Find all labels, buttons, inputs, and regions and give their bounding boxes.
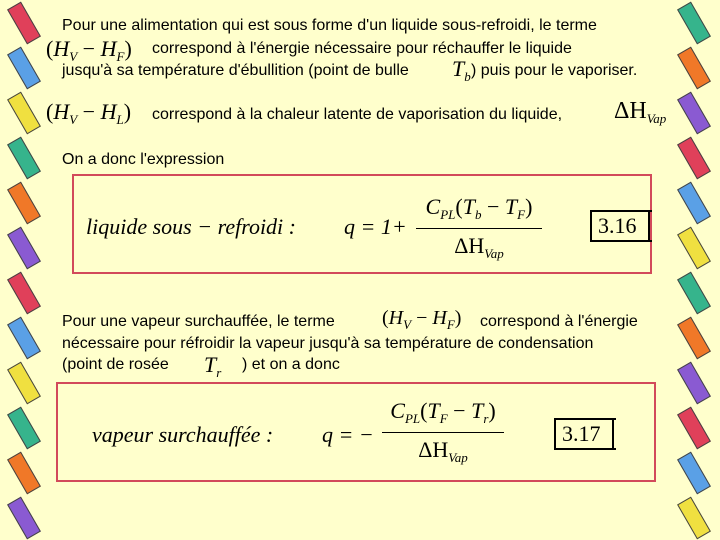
eq316-lhs: liquide sous − refroidi : xyxy=(86,214,296,239)
para4-line2: nécessaire pour réfroidir la vapeur jusqu'à sa température de condensation xyxy=(62,335,594,352)
eq316-fraction-bar xyxy=(416,228,542,229)
para4-line3b: ) et on a donc xyxy=(242,356,340,373)
eq316-fraction xyxy=(414,194,544,261)
eq317-number: 3.17 xyxy=(562,421,601,446)
eq317-fraction xyxy=(378,398,508,465)
eq316-number: 3.16 xyxy=(598,213,637,238)
tr-symbol: $T_r$ xyxy=(204,352,222,380)
para3-text: On a donc l'expression xyxy=(62,151,225,168)
para4-line1b: correspond à l'énergie xyxy=(480,313,638,330)
eq316-q: q = 1+ xyxy=(344,214,407,239)
tb-symbol: $T_b$ xyxy=(452,56,471,84)
para2-text: correspond à la chaleur latente de vaporisation du liquide, xyxy=(152,106,563,123)
eq317-fraction-bar xyxy=(382,432,504,433)
para1-line3a: jusqu'à sa température d'ébullition (point de bulle xyxy=(62,62,409,79)
term-hv-hl: $(H_V - H_L)$ xyxy=(46,99,132,127)
eq317-numerator: $C_{PL}(T_F - T_r)$ xyxy=(390,398,496,426)
eq317-q: q = − xyxy=(322,422,374,447)
eq317-denominator: $\Delta H_{Vap}$ xyxy=(418,437,468,465)
eq317-lhs: vapeur surchauffée : xyxy=(92,422,274,447)
eq316-numerator: $C_{PL}(T_b - T_F)$ xyxy=(425,194,533,222)
para4-line1a: Pour une vapeur surchauffée, le terme xyxy=(62,313,335,330)
term-hv-hf-1: $(H_V - H_F)$ xyxy=(46,36,132,64)
eq316-bracket-close xyxy=(644,210,650,242)
equation-3-17-box xyxy=(56,382,656,482)
term-hv-hf-2: $(H_V - H_F)$ xyxy=(382,307,462,332)
equation-3-16-box xyxy=(72,174,652,274)
para1-line2: correspond à l'énergie nécessaire pour réchauffer le liquide xyxy=(152,40,572,57)
para4-line3a: (point de rosée xyxy=(62,356,169,373)
para1-line3b: ) puis pour le vaporiser. xyxy=(471,62,638,79)
eq316-denominator: $\Delta H_{Vap}$ xyxy=(454,233,504,261)
eq317-bracket-close xyxy=(608,418,614,450)
delta-h-vap-symbol: $\Delta H_{Vap}$ xyxy=(614,98,667,126)
para1-line1: Pour une alimentation qui est sous forme d'un liquide sous-refroidi, le terme xyxy=(62,17,597,34)
